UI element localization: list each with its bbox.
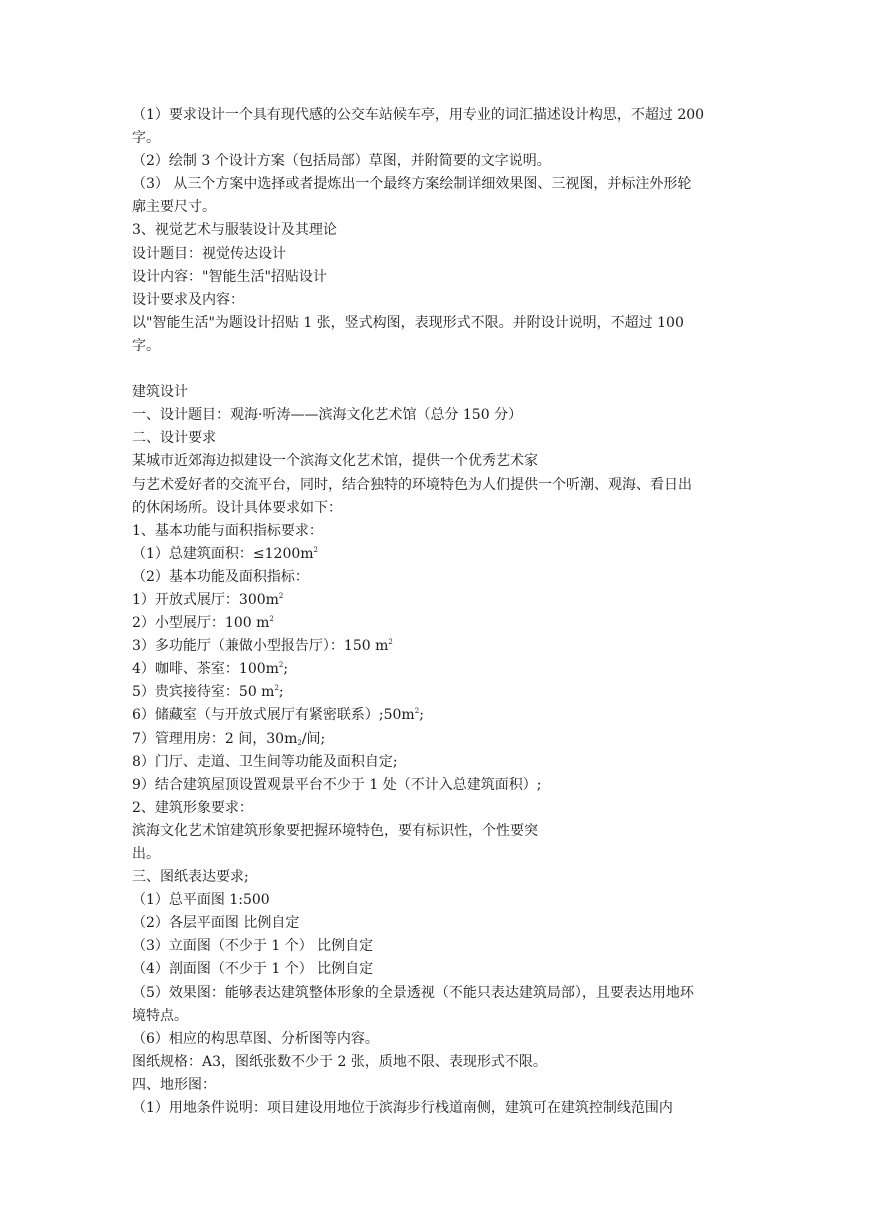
architecture-section (132, 381, 742, 1120)
area-item-text: 2）小型展厅：100 m (132, 615, 270, 632)
area-item (132, 612, 742, 635)
superscript: 2 (414, 707, 420, 716)
text-line: （2）基本功能及面积指标： (132, 568, 309, 585)
section-heading: 2、建筑形象要求： (132, 799, 253, 816)
document-page (132, 104, 742, 1120)
area-item-text: 1）开放式展厅：300m (132, 591, 279, 608)
text-line: （4）剖面图（不少于 1 个） 比例自定 (132, 961, 374, 978)
text-line: （3）立面图（不少于 1 个） 比例自定 (132, 938, 374, 955)
section-heading: 四、地形图： (132, 1076, 216, 1093)
superscript: 2 (278, 661, 284, 670)
text-line: 境特点。 (132, 1007, 188, 1024)
text-line: 二、设计要求 (132, 430, 216, 447)
text-line: （6）相应的构思草图、分析图等内容。 (132, 1030, 379, 1047)
section-heading: 建筑设计 (132, 384, 188, 401)
text-line: 字。 (132, 337, 160, 354)
text-line: 1、基本功能与面积指标要求： (132, 522, 323, 539)
area-item (132, 658, 742, 681)
area-item-after: /间; (301, 730, 326, 747)
area-item (132, 635, 742, 658)
area-total-line (132, 543, 742, 566)
section-heading: 三、图纸表达要求; (132, 869, 249, 886)
text-line: （5）效果图：能够表达建筑整体形象的全景透视（不能只表达建筑局部），且要表达用地环 (132, 984, 694, 1001)
text-line: 设计题目：视觉传达设计 (132, 245, 286, 262)
text-line: 设计要求及内容： (132, 291, 244, 308)
text-line: 出。 (132, 846, 160, 862)
text-line: （1）要求设计一个具有现代感的公交车站候车亭，用专业的词汇描述设计构思，不超过 200 (132, 107, 705, 123)
superscript: 2 (313, 545, 319, 554)
text-line: 滨海文化艺术馆建筑形象要把握环境特色，要有标识性，个性要突 (132, 822, 538, 839)
area-item-text: 5）贵宾接待室：50 m (132, 684, 275, 701)
area-item (132, 728, 742, 751)
text-line: （2）绘制 3 个设计方案（包括局部）草图，并附简要的文字说明。 (132, 153, 551, 170)
text-line: 8）门厅、走道、卫生间等功能及面积自定; (132, 753, 398, 770)
area-item-text: 7）管理用房：2 间，30m (132, 730, 298, 747)
area-item-after: ; (278, 684, 284, 701)
area-item (132, 589, 742, 612)
area-item-after: ; (419, 707, 424, 724)
area-item (132, 704, 742, 727)
text-line: 某城市近郊海边拟建设一个滨海文化艺术馆，提供一个优秀艺术家 (132, 453, 538, 470)
text-line: 9）结合建筑屋顶设置观景平台不少于 1 处（不计入总建筑面积）; (132, 776, 542, 793)
area-item-after: ; (283, 661, 289, 678)
text-line: 一、设计题目：观海·听涛——滨海文化艺术馆（总分 150 分） (132, 407, 523, 424)
text-line: 与艺术爱好者的交流平台，同时，结合独特的环境特色为人们提供一个听潮、观海、看日出 (132, 476, 692, 493)
text-line: 字。 (132, 130, 160, 147)
bus-shelter-section (132, 104, 742, 219)
text-line: （2）各层平面图 比例自定 (132, 915, 300, 932)
area-item (132, 681, 742, 704)
area-item-text: 4）咖啡、茶室：100m (132, 661, 279, 678)
text-line: 设计内容："智能生活"招贴设计 (132, 268, 327, 285)
area-item-text: 6）储藏室（与开放式展厅有紧密联系）;50m (132, 707, 415, 724)
superscript: 2 (269, 615, 274, 624)
superscript: 2 (274, 684, 279, 693)
text-line: 图纸规格：A3，图纸张数不少于 2 张，质地不限、表现形式不限。 (132, 1053, 547, 1070)
subscript: 2 (297, 738, 302, 747)
area-total-text: （1）总建筑面积：≤1200m (132, 545, 314, 562)
text-line: 以"智能生活"为题设计招贴 1 张，竖式构图，表现形式不限。并附设计说明，不超过 100 (132, 314, 684, 331)
text-line: （3） 从三个方案中选择或者提炼出一个最终方案绘制详细效果图、三视图，并标注外形轮 (132, 176, 692, 193)
text-line: （1）用地条件说明：项目建设用地位于滨海步行栈道南侧，建筑可在建筑控制线范围内 (132, 1100, 673, 1117)
visual-art-section (132, 219, 742, 358)
section-heading: 3、视觉艺术与服装设计及其理论 (132, 222, 337, 239)
area-item-text: 3）多功能厅（兼做小型报告厅）：150 m (132, 638, 389, 655)
superscript: 2 (278, 591, 284, 600)
text-line: 廓主要尺寸。 (132, 199, 216, 216)
superscript: 2 (388, 638, 393, 647)
text-line: （1）总平面图 1:500 (132, 892, 270, 909)
text-line: 的休闲场所。设计具体要求如下： (132, 499, 342, 516)
blank-line (132, 358, 742, 381)
